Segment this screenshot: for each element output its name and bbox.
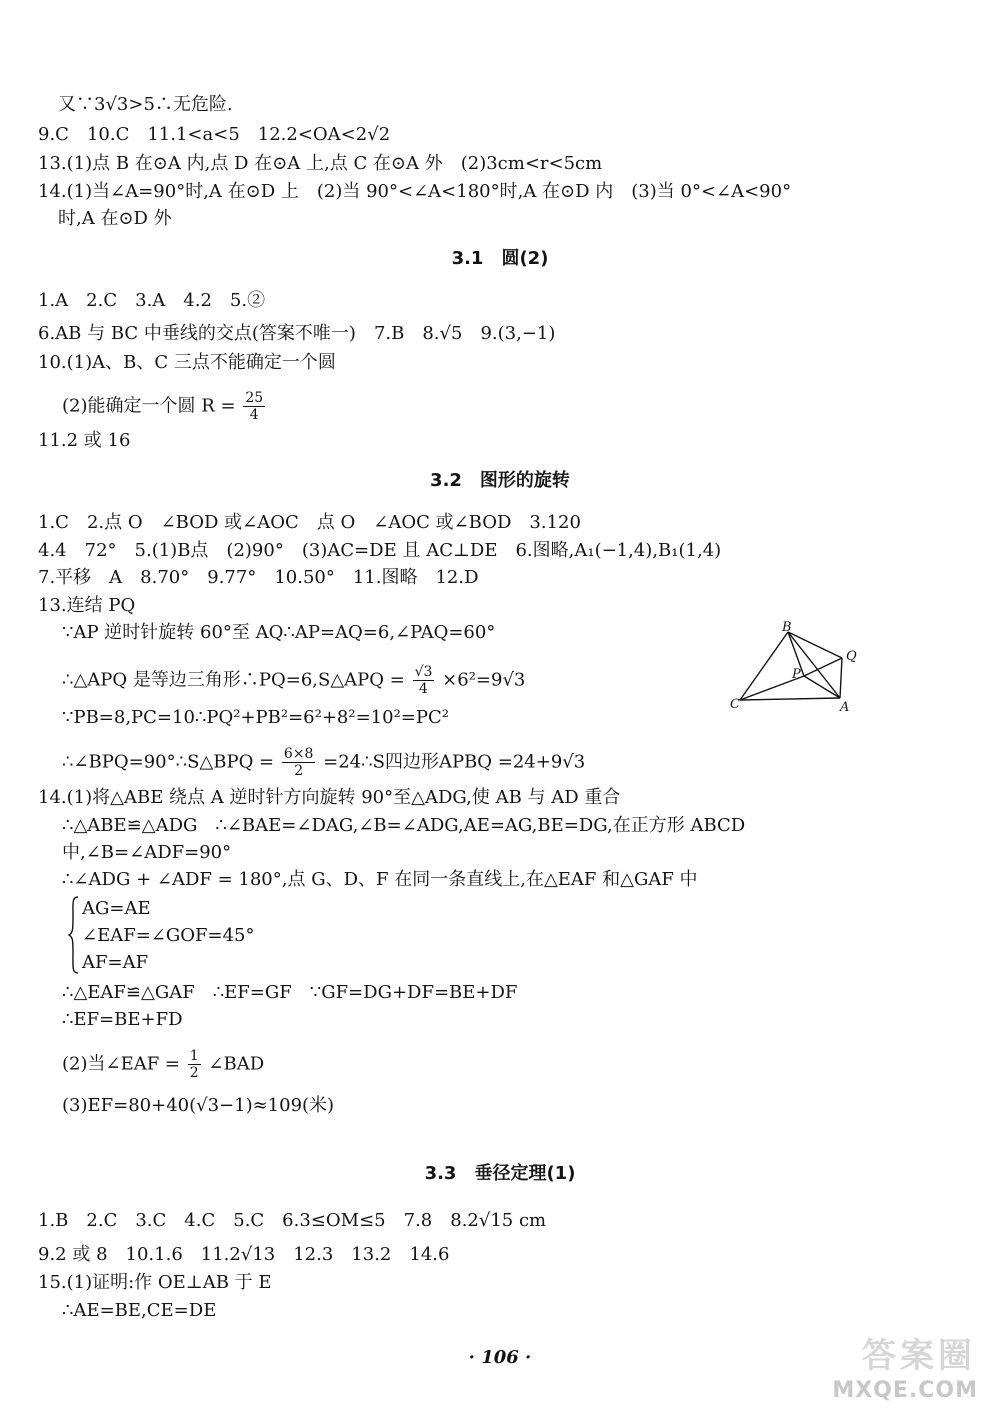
text: (2)当∠EAF = bbox=[62, 1053, 181, 1075]
denominator: 2 bbox=[294, 763, 304, 779]
segment-pq bbox=[804, 658, 842, 676]
section-heading-3-3: 3.3 垂径定理(1) bbox=[424, 1163, 576, 1184]
left-brace-icon bbox=[68, 895, 80, 975]
answer-line: 15.(1)证明:作 OE⊥AB 于 E bbox=[38, 1272, 272, 1293]
text: ×6²=9√3 bbox=[442, 669, 526, 691]
equation-system bbox=[68, 895, 288, 975]
equation-line: AF=AF bbox=[82, 952, 149, 973]
answer-line: 1.B 2.C 3.C 4.C 5.C 6.3≤OM≤5 7.8 8.2√15 cm bbox=[38, 1210, 547, 1231]
text: (2)能确定一个圆 R = bbox=[62, 395, 236, 417]
answer-line: ∴△ABE≌△ADG ∴∠BAE=∠DAG,∠B=∠ADG,AE=AG,BE=DG,在正方形 ABCD bbox=[62, 815, 746, 836]
answer-line: 14.(1)将△ABE 绕点 A 逆时针方向旋转 90°至△ADG,使 AB 与 AD 重合 bbox=[38, 787, 621, 808]
label-q: Q bbox=[846, 649, 857, 664]
label-c: C bbox=[730, 697, 740, 712]
answer-line: 13.(1)点 B 在⊙A 内,点 D 在⊙A 上,点 C 在⊙A 外 (2)3cm<r<5cm bbox=[38, 153, 603, 174]
label-p: P bbox=[792, 667, 801, 682]
fraction bbox=[243, 390, 265, 423]
answer-line: ∵PB=8,PC=10∴PQ²+PB²=6²+8²=10²=PC² bbox=[62, 707, 449, 728]
text: ∴△APQ 是等边三角形∴PQ=6,S△APQ = bbox=[62, 669, 405, 691]
page-number: · 106 · bbox=[468, 1347, 532, 1368]
answer-line: 11.2 或 16 bbox=[38, 430, 131, 451]
numerator: 1 bbox=[189, 1048, 199, 1064]
answer-line: ∴△EAF≌△GAF ∴EF=GF ∵GF=DG+DF=BE+DF bbox=[62, 982, 518, 1003]
fraction bbox=[282, 746, 316, 779]
answer-line: 9.2 或 8 10.1.6 11.2√13 12.3 13.2 14.6 bbox=[38, 1244, 450, 1265]
fraction bbox=[413, 664, 435, 697]
answer-line: 7.平移 A 8.70° 9.77° 10.50° 11.图略 12.D bbox=[38, 567, 479, 588]
label-a: A bbox=[840, 700, 850, 715]
text: ∴∠BPQ=90°∴S△BPQ = bbox=[62, 751, 275, 773]
answer-line-with-fraction bbox=[62, 746, 585, 779]
answer-line: 14.(1)当∠A=90°时,A 在⊙D 上 (2)当 90°<∠A<180°时,A 在⊙D 内 (3)当 0°<∠A<90° bbox=[38, 181, 792, 202]
triangle-figure bbox=[728, 620, 868, 715]
segment-bc bbox=[740, 632, 788, 700]
answer-line: 中,∠B=∠ADF=90° bbox=[62, 842, 232, 863]
answer-line: 1.A 2.C 3.A 4.2 5.② bbox=[38, 290, 266, 311]
numerator: √3 bbox=[414, 664, 433, 680]
segment-qa bbox=[840, 658, 842, 698]
denominator: 4 bbox=[249, 407, 259, 423]
answer-line: 又∵3√3>5∴无危险. bbox=[58, 94, 233, 115]
section-heading-3-2: 3.2 图形的旋转 bbox=[430, 470, 570, 491]
segment-ba bbox=[788, 632, 840, 698]
answer-line-with-fraction bbox=[62, 390, 267, 423]
answer-line: (3)EF=80+40(√3−1)≈109(米) bbox=[62, 1095, 335, 1116]
answer-line: 4.4 72° 5.(1)B点 (2)90° (3)AC=DE 且 AC⊥DE 6.图略,A₁(−1,4),B₁(1,4) bbox=[38, 540, 722, 561]
answer-line: ∴∠ADG + ∠ADF = 180°,点 G、D、F 在同一条直线上,在△EAF 和△GAF 中 bbox=[62, 869, 698, 890]
fraction bbox=[188, 1048, 201, 1081]
answer-line: ∴AE=BE,CE=DE bbox=[62, 1300, 217, 1321]
equation-lines bbox=[82, 895, 255, 976]
answer-line: 1.C 2.点 O ∠BOD 或∠AOC 点 O ∠AOC 或∠BOD 3.120 bbox=[38, 512, 581, 533]
numerator: 25 bbox=[245, 390, 264, 406]
segment-pa bbox=[804, 676, 840, 698]
numerator: 6×8 bbox=[283, 746, 314, 762]
answer-line: ∴EF=BE+FD bbox=[62, 1009, 183, 1030]
equation-line: AG=AE bbox=[82, 898, 151, 919]
answer-line: 时,A 在⊙D 外 bbox=[58, 208, 172, 229]
section-heading-3-1: 3.1 圆(2) bbox=[451, 248, 549, 269]
answer-line-with-fraction bbox=[62, 1048, 264, 1081]
watermark-logo bbox=[800, 1337, 990, 1407]
answer-line: ∵AP 逆时针旋转 60°至 AQ∴AP=AQ=6,∠PAQ=60° bbox=[62, 622, 496, 643]
denominator: 4 bbox=[419, 681, 428, 697]
watermark-url: MXQE.COM bbox=[832, 1378, 978, 1403]
equation-line: ∠EAF=∠GOF=45° bbox=[82, 925, 255, 946]
text: =24∴S四边形APBQ =24+9√3 bbox=[323, 751, 586, 773]
watermark-text: 答案圈 bbox=[862, 1336, 976, 1376]
answer-line: 6.AB 与 BC 中垂线的交点(答案不唯一) 7.B 8.√5 9.(3,−1) bbox=[38, 323, 556, 344]
answer-line: 9.C 10.C 11.1<a<5 12.2<OA<2√2 bbox=[38, 124, 391, 145]
text: ∠BAD bbox=[208, 1053, 265, 1075]
answer-line-with-fraction bbox=[62, 664, 525, 697]
label-b: B bbox=[782, 620, 792, 635]
answer-line: 13.连结 PQ bbox=[38, 595, 136, 616]
answer-line: 10.(1)A、B、C 三点不能确定一个圆 bbox=[38, 352, 336, 373]
segment-ca bbox=[740, 698, 840, 700]
denominator: 2 bbox=[189, 1065, 199, 1081]
